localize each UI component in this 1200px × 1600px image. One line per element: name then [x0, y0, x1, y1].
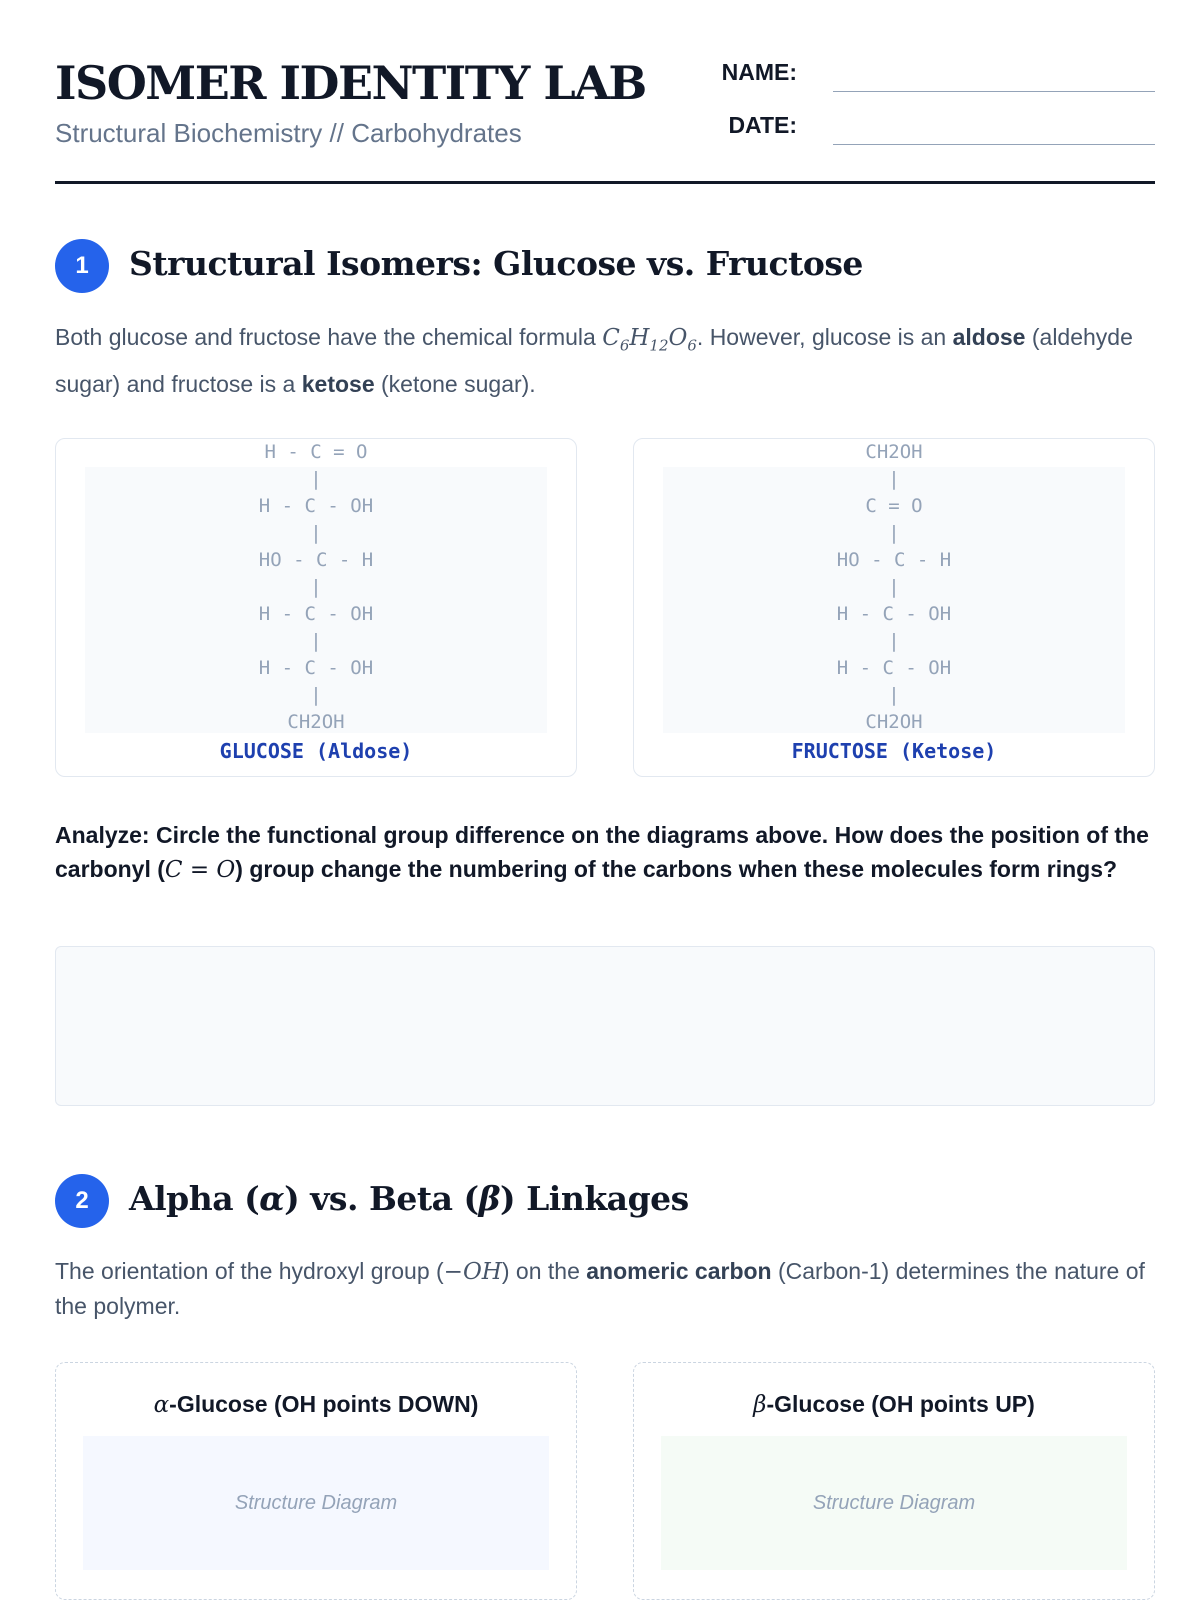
- structure-line: H - C = O: [264, 441, 368, 463]
- structure-line: |: [310, 522, 322, 544]
- header-divider: [55, 181, 1155, 184]
- structure-line: H - C - OH: [836, 657, 952, 679]
- name-field[interactable]: [833, 91, 1155, 92]
- structure-line: CH2OH: [865, 711, 923, 733]
- structure-line: |: [310, 630, 322, 652]
- structure-line: H - C - OH: [836, 603, 952, 625]
- structure-line: |: [310, 684, 322, 706]
- analysis-question: Analyze: Circle the functional group difference on the diagrams above. How does the position of the carbonyl (C = O) group change the numbering of the carbons when these molecules form rings?: [55, 822, 1149, 883]
- ketose-term: ketose: [301, 370, 375, 397]
- glucose-card: [55, 438, 577, 777]
- section-1-badge: 1: [55, 239, 109, 293]
- worksheet-subtitle: Structural Biochemistry // Carbohydrates: [55, 118, 522, 148]
- glucose-label: GLUCOSE (Aldose): [219, 739, 413, 763]
- fructose-card: [633, 438, 1155, 777]
- section-1-intro: Both glucose and fructose have the chemical formula $C_6H_{12}O_6$. However, glucose is an aldose (aldehyde sugar) and fructose is a ketose (ketone sugar).: [55, 324, 1133, 397]
- structure-line: H - C - OH: [258, 495, 374, 517]
- date-field[interactable]: [833, 144, 1155, 145]
- anomeric-term: anomeric carbon: [586, 1258, 772, 1284]
- alpha-structure-diagram[interactable]: Structure Diagram: [83, 1436, 549, 1570]
- fructose-structure: [634, 439, 1154, 736]
- aldose-term: aldose: [952, 324, 1026, 350]
- glucose-structure: [56, 439, 576, 736]
- beta-glucose-card: [633, 1362, 1155, 1600]
- beta-structure-diagram[interactable]: Structure Diagram: [661, 1436, 1127, 1570]
- structure-line: |: [310, 468, 322, 490]
- section-1-title: Structural Isomers: Glucose vs. Fructose: [129, 244, 863, 283]
- name-label: NAME:: [721, 59, 797, 85]
- section-2-badge: 2: [55, 1174, 109, 1228]
- structure-line: H - C - OH: [258, 657, 374, 679]
- structure-line: CH2OH: [865, 441, 923, 463]
- structure-line: HO - C - H: [258, 549, 374, 571]
- alpha-glucose-title: α-Glucose (OH points DOWN): [153, 1391, 479, 1418]
- worksheet-page: [55, 0, 1155, 1600]
- structure-line: H - C - OH: [258, 603, 374, 625]
- structure-line: |: [888, 684, 900, 706]
- formula: $C_6H_{12}O_6$: [602, 325, 697, 355]
- structure-line: CH2OH: [287, 711, 345, 733]
- structure-line: HO - C - H: [836, 549, 952, 571]
- structure-line: C = O: [865, 495, 923, 517]
- structure-line: |: [888, 468, 900, 490]
- structure-line: |: [888, 522, 900, 544]
- structure-line: |: [888, 576, 900, 598]
- structure-line: |: [888, 630, 900, 652]
- beta-glucose-title: β-Glucose (OH points UP): [753, 1391, 1035, 1418]
- worksheet-title: ISOMER IDENTITY LAB: [55, 56, 646, 110]
- alpha-glucose-card: [55, 1362, 577, 1600]
- structure-line: |: [310, 576, 322, 598]
- section-2-title: Alpha (α) vs. Beta (β) Linkages: [129, 1179, 689, 1218]
- fructose-label: FRUCTOSE (Ketose): [791, 739, 997, 763]
- date-label: DATE:: [728, 112, 797, 138]
- section-2-intro: The orientation of the hydroxyl group (−OH) on the anomeric carbon (Carbon-1) determines the nature of the polymer.: [55, 1258, 1145, 1319]
- answer-box[interactable]: [55, 946, 1155, 1106]
